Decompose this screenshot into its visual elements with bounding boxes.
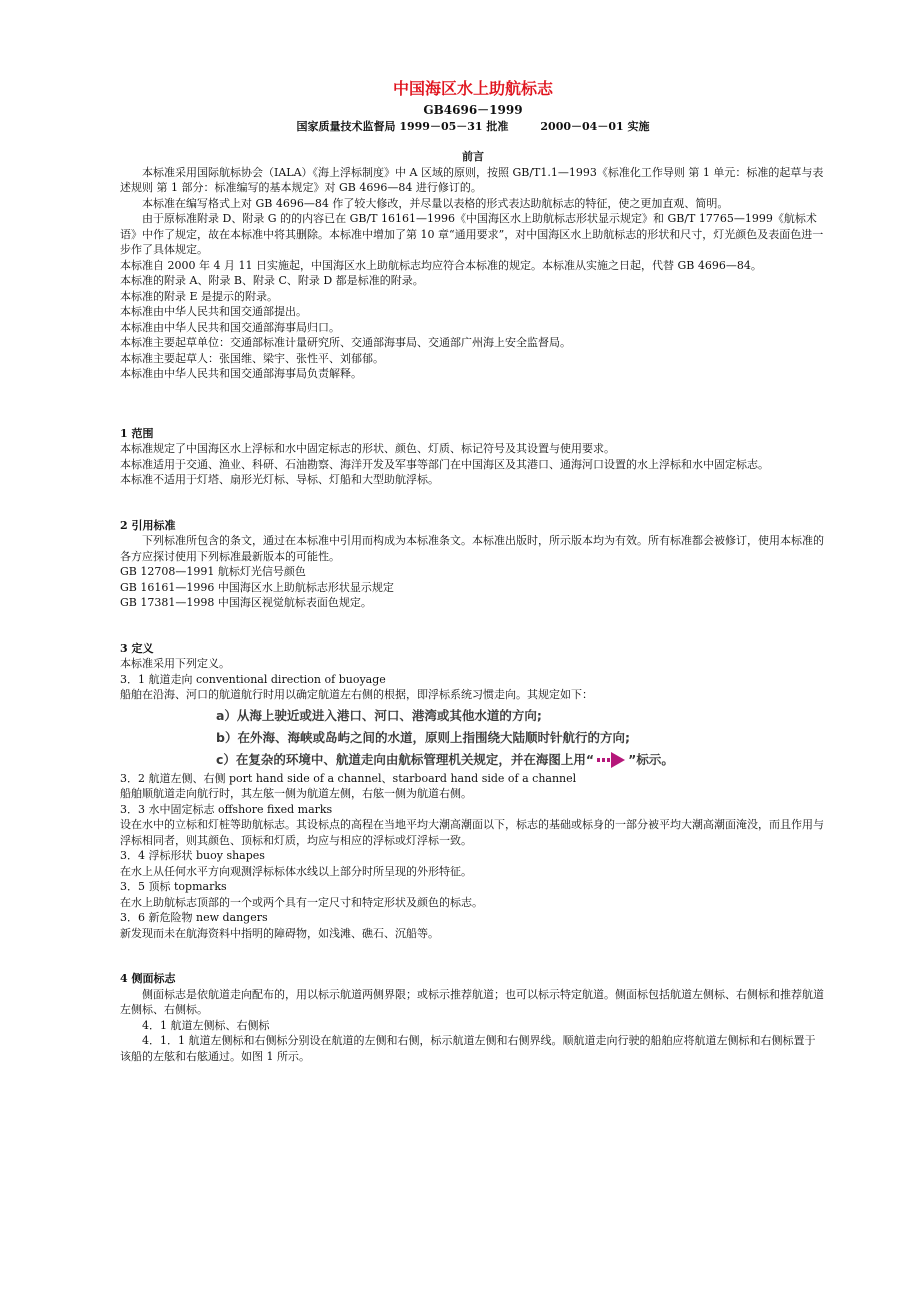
definition-term: 3．5 顶标 topmarks bbox=[120, 880, 227, 893]
reference-item: GB 16161—1996 中国海区水上助航标志形状显示规定 bbox=[120, 580, 394, 594]
definition-text: 在水上从任何水平方向观测浮标标体水线以上部分时所呈现的外形特征。 bbox=[120, 864, 472, 878]
definition-text: 船舶顺航道走向航行时，其左舷一侧为航道左侧，右舷一侧为航道右侧。 bbox=[120, 787, 472, 800]
document-title: 中国海区水上助航标志 bbox=[392, 79, 553, 98]
foreword-paragraph: 本标准主要起草单位：交通部标准计量研究所、交通部海事局、交通部广州海上安全监督局。 bbox=[120, 336, 571, 349]
reference-item: GB 12708—1991 航标灯光信号颜色 bbox=[120, 565, 306, 578]
definition-term: 3．1 航道走向 conventional direction of buoyage bbox=[120, 672, 386, 686]
foreword-heading: 前言 bbox=[462, 150, 484, 163]
section-paragraph: 4．1．1 航道左侧标和右侧标分别设在航道的左侧和右侧，标示航道左侧和右侧界线。顺航道走向行驶的船舶应将航道左侧标和右侧标置于该船的左舷和右舷通过。如图 1 所示。 bbox=[120, 1034, 816, 1063]
foreword-paragraph: 本标准由中华人民共和国交通部提出。 bbox=[120, 305, 307, 318]
foreword-paragraph: 本标准采用国际航标协会（IALA）《海上浮标制度》中 A 区域的原则，按照 GB/T1.1—1993《标准化工作导则 第 1 单元：标准的起草与表述规则 第 1 部分：标准编写的基本规定》对 GB 4696—84 进行修订的。 bbox=[120, 165, 824, 194]
document-page bbox=[120, 78, 826, 1064]
section-paragraph: 本标准采用下列定义。 bbox=[120, 657, 230, 670]
condition-c-end: ”标示。 bbox=[628, 751, 674, 767]
reference-item: GB 17381—1998 中国海区视觉航标表面色规定。 bbox=[120, 596, 372, 609]
section-paragraph: 本标准不适用于灯塔、扇形光灯标、导标、灯船和大型助航浮标。 bbox=[120, 473, 439, 486]
foreword-paragraph: 由于原标准附录 D、附录 G 的的内容已在 GB/T 16161—1996《中国海区水上助航标志形状显示规定》和 GB/T 17765—1999《航标术语》中作了规定，故在本标准中将其删除。本标准中增加了第 10 章“通用要求”，对中国海区水上助航标志的形状和尺寸，灯光颜色及表面色进一步作了具体规定。 bbox=[120, 212, 824, 256]
definition-text: 新发现而未在航海资料中指明的障碍物，如浅滩、礁石、沉船等。 bbox=[120, 926, 439, 940]
definition-text: 船舶在沿海、河口的航道航行时用以确定航道左右侧的根据，即浮标系统习惯走向。其规定如下： bbox=[120, 688, 593, 701]
definition-text: 在水上助航标志顶部的一个或两个具有一定尺寸和特定形状及颜色的标志。 bbox=[120, 895, 483, 909]
foreword-paragraph: 本标准由中华人民共和国交通部海事局负责解释。 bbox=[120, 367, 362, 380]
section-heading: 4 侧面标志 bbox=[120, 972, 176, 985]
definition-term: 3．3 水中固定标志 offshore fixed marks bbox=[120, 802, 333, 816]
section-paragraph: 本标准规定了中国海区水上浮标和水中固定标志的形状、颜色、灯质、标记符号及其设置与使用要求。 bbox=[120, 442, 615, 455]
foreword-paragraph: 本标准在编写格式上对 GB 4696—84 作了较大修改，并尽量以表格的形式表达助航标志的特征，使之更加直观、简明。 bbox=[142, 196, 729, 210]
foreword-paragraph: 本标准的附录 E 是提示的附录。 bbox=[120, 289, 279, 303]
definition-text: 设在水中的立标和灯桩等助航标志。其设标点的高程在当地平均大潮高潮面以下，标志的基础或标身的一部分被平均大潮高潮面淹没，而且作用与浮标相同者，则其颜色、顶标和灯质，均应与相应的浮标或灯浮标一致。 bbox=[120, 818, 824, 847]
condition-b: b）在外海、海峡或岛屿之间的水道，原则上指围绕大陆顺时针航行的方向; bbox=[216, 729, 630, 745]
standard-code: GB4696－1999 bbox=[423, 103, 523, 117]
definition-term: 3．6 新危险物 new dangers bbox=[120, 911, 268, 924]
definition-term: 3．4 浮标形状 buoy shapes bbox=[120, 849, 265, 862]
section-paragraph: 侧面标志是依航道走向配布的，用以标示航道两侧界限；或标示推荐航道；也可以标示特定航道。侧面标包括航道左侧标、右侧标和推荐航道左侧标、右侧标。 bbox=[120, 987, 824, 1016]
condition-a: a）从海上驶近或进入港口、河口、港湾或其他水道的方向; bbox=[216, 707, 542, 723]
magenta-dotted-arrow-icon bbox=[596, 751, 626, 769]
approval-date: 国家质量技术监督局 1999－05－31 批准 bbox=[296, 120, 509, 133]
section-heading: 2 引用标准 bbox=[120, 518, 176, 532]
foreword-paragraph: 本标准的附录 A、附录 B、附录 C、附录 D 都是标准的附录。 bbox=[120, 274, 424, 287]
section-paragraph: 下列标准所包含的条文，通过在本标准中引用而构成为本标准条文。本标准出版时，所示版本均为有效。所有标准都会被修订，使用本标准的各方应探讨使用下列标准最新版本的可能性。 bbox=[120, 534, 824, 563]
issue-line bbox=[120, 119, 826, 135]
condition-c-text: c）在复杂的环境中、航道走向由航标管理机关规定，并在海图上用“ bbox=[216, 751, 595, 767]
section-paragraph: 本标准适用于交通、渔业、科研、石油勘察、海洋开发及军事等部门在中国海区及其港口、通海河口设置的水上浮标和水中固定标志。 bbox=[120, 457, 769, 471]
foreword-paragraph: 本标准自 2000 年 4 月 11 日实施起，中国海区水上助航标志均应符合本标准的规定。本标准从实施之日起，代替 GB 4696—84。 bbox=[120, 258, 762, 272]
section-heading: 1 范围 bbox=[120, 426, 154, 440]
definition-term: 3．2 航道左侧、右侧 port hand side of a channel、starboard hand side of a channel bbox=[120, 771, 577, 785]
foreword-paragraph: 本标准主要起草人：张国维、梁宇、张性平、刘郁郁。 bbox=[120, 351, 384, 365]
direction-conditions bbox=[216, 705, 826, 771]
section-heading: 3 定义 bbox=[120, 641, 154, 655]
condition-c bbox=[216, 749, 826, 771]
subsection-heading: 4．1 航道左侧标、右侧标 bbox=[142, 1018, 270, 1032]
foreword-paragraph: 本标准由中华人民共和国交通部海事局归口。 bbox=[120, 320, 340, 334]
implementation-date: 2000－04－01 实施 bbox=[540, 120, 650, 133]
